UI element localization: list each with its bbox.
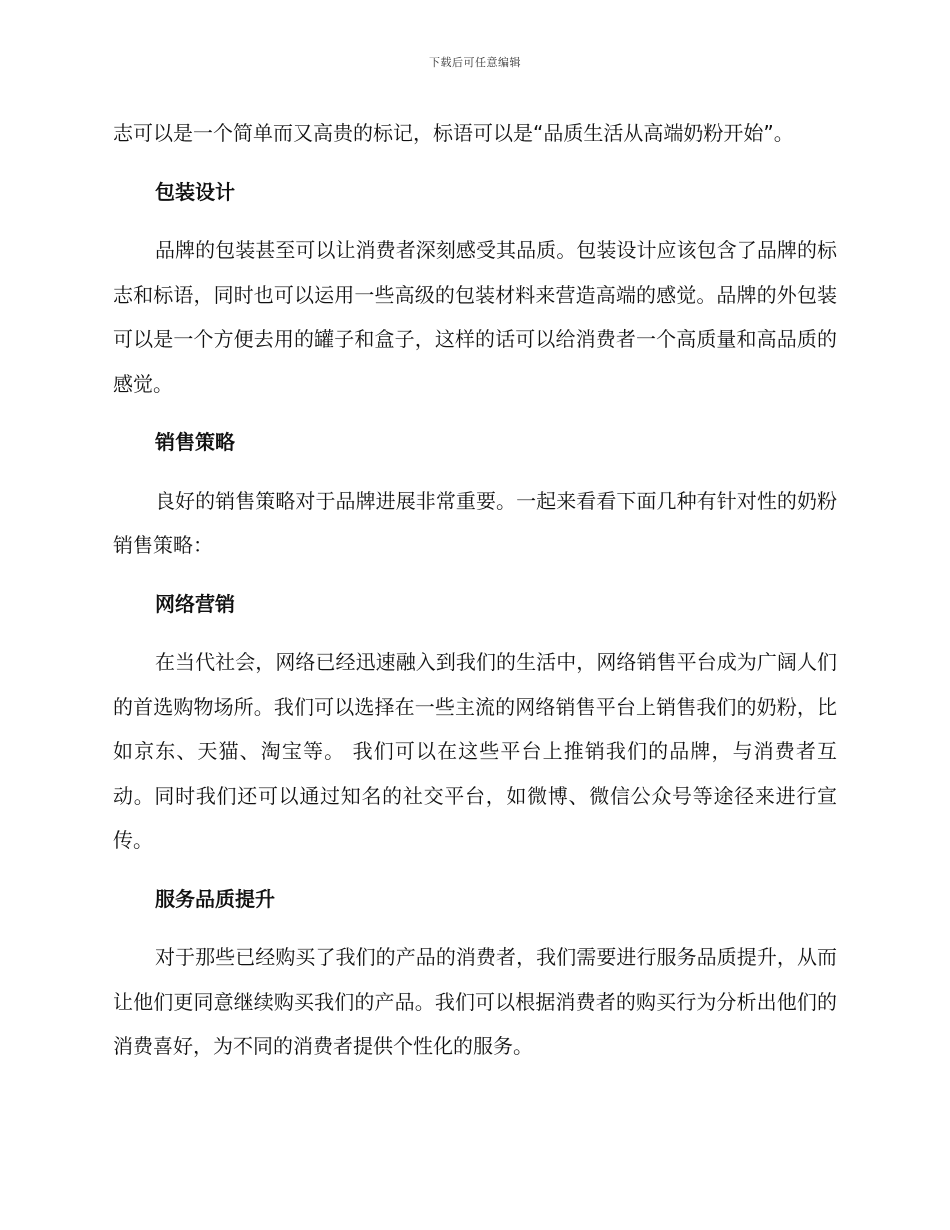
heading-packaging-design: 包装设计 [155,179,235,204]
header-note: 下载后可任意编辑 [429,56,521,69]
paragraph-intro: 志可以是一个简单而又高贵的标记，标语可以是“品质生活从高端奶粉开始”。 [113,121,794,145]
document-body [113,111,837,1083]
heading-service-quality: 服务品质提升 [155,886,275,911]
heading-sales-strategy: 销售策略 [155,430,235,454]
paragraph-packaging: 品牌的包装甚至可以让消费者深刻感受其品质。包装设计应该包含了品牌的标志和标语，同时也可以运用一些高级的包装材料来营造高端的感觉。品牌的外包装可以是一个方便去用的罐子和盒子，这样的话可以给消费者一个高质量和高品质的感觉。 [113,238,837,396]
paragraph-sales: 良好的销售策略对于品牌进展非常重要。一起来看看下面几种有针对性的奶粉销售策略： [113,488,837,557]
heading-online-marketing: 网络营销 [155,591,235,616]
paragraph-service: 对于那些已经购买了我们的产品的消费者，我们需要进行服务品质提升，从而让他们更同意继续购买我们的产品。我们可以根据消费者的购买行为分析出他们的消费喜好，为不同的消费者提供个性化的服务。 [113,945,837,1058]
paragraph-online: 在当代社会，网络已经迅速融入到我们的生活中，网络销售平台成为广阔人们的首选购物场所。我们可以选择在一些主流的网络销售平台上销售我们的奶粉，比如京东、天猫、淘宝等。 我们可以在这些平台上推销我们的品牌，与消费者互动。同时我们还可以通过知名的社交平台，如微博、微信公众号等途径来进行宣传。 [113,650,837,852]
